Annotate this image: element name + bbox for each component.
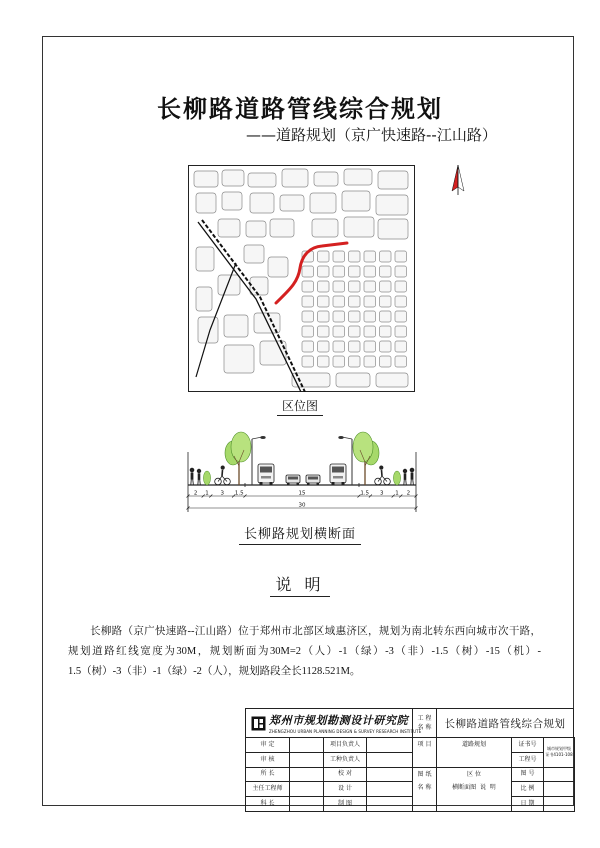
city-block [364, 341, 376, 352]
role-label: 项目负责人 [324, 738, 367, 753]
city-block [380, 326, 392, 337]
item-value-cell [437, 738, 512, 768]
signature-cell [290, 738, 324, 753]
notes-heading [0, 572, 600, 595]
notes-line: 长柳路（京广快速路--江山路）位于郑州市北部区域惠济区，规划为南北转东西向城市次干路， [90, 626, 541, 637]
city-block [364, 266, 376, 277]
sheet-field-value [544, 767, 575, 782]
location-map-caption [0, 397, 600, 414]
cross-section-caption [0, 523, 600, 542]
pedestrian-leg [191, 479, 192, 485]
role-label: 主任工程师 [246, 782, 290, 797]
role-label: 科 长 [246, 797, 290, 812]
city-block [270, 219, 294, 237]
certificate-line: 城市规划甲级 [547, 746, 571, 752]
role-label: 所 长 [246, 767, 290, 782]
city-block [364, 251, 376, 262]
pedestrian-head [190, 468, 194, 472]
cyclist-right [375, 466, 391, 485]
dimension-label: 3 [220, 490, 224, 497]
city-block [250, 277, 268, 295]
table-row [246, 782, 575, 797]
pedestrian-head [197, 469, 200, 472]
city-block [349, 281, 361, 292]
city-block [268, 257, 288, 277]
pedestrian-head [403, 469, 406, 472]
city-block [302, 281, 314, 292]
dimension-label: 1 [205, 490, 209, 497]
project-name: 长柳路道路管线综合规划 [444, 717, 566, 730]
logo-cutout [254, 719, 258, 728]
item-label: 项 目 [417, 741, 432, 748]
shrub-left [203, 471, 210, 485]
city-block [349, 311, 361, 322]
city-block [224, 345, 254, 373]
bus-wheel [270, 482, 273, 485]
city-block [248, 173, 276, 187]
total-width-label: 30 [298, 502, 306, 509]
city-block [395, 296, 407, 307]
city-block [196, 193, 216, 213]
city-block [336, 373, 370, 387]
city-block [333, 251, 345, 262]
bus-window [260, 467, 272, 473]
location-map-caption-text: 区位图 [277, 399, 323, 416]
car-left [286, 475, 300, 485]
north-arrow-right-half [458, 165, 464, 191]
project-label-line: 名 称 [417, 724, 432, 731]
bus-wheel [260, 482, 263, 485]
city-block [380, 281, 392, 292]
sheet-field-label: 图 号 [512, 767, 544, 782]
pedestrian-body [198, 473, 201, 480]
certificate-cell [544, 738, 575, 768]
pedestrian-leg [193, 479, 194, 485]
city-block [198, 317, 218, 343]
role-label: 审 定 [246, 738, 290, 753]
city-block [318, 266, 330, 277]
dimension-label: 2 [406, 490, 411, 497]
car-wheel [307, 483, 310, 486]
cyclist-head [380, 466, 383, 469]
cross-section-drawing [182, 426, 424, 520]
bus-wheel [332, 482, 335, 485]
lamp-head [261, 437, 265, 439]
notes-line: 规划道路红线宽度为30M，规划断面为30M=2（人）-1（绿）-3（非）-1.5（树）-15（机）- [68, 646, 541, 657]
dimension-label: 15 [298, 490, 306, 497]
signature-cell [367, 797, 413, 812]
city-block [333, 266, 345, 277]
logo-square [252, 717, 266, 731]
city-block [376, 373, 408, 387]
city-block [318, 356, 330, 367]
cross-section-caption-text: 长柳路规划横断面 [239, 527, 361, 545]
institute-cell [246, 709, 422, 737]
city-block [250, 193, 274, 213]
city-block [395, 266, 407, 277]
city-block [302, 266, 314, 277]
car-right [306, 475, 320, 485]
city-block [395, 356, 407, 367]
city-block [194, 171, 218, 187]
city-block [380, 311, 392, 322]
city-block [349, 326, 361, 337]
city-block [318, 341, 330, 352]
city-block [364, 311, 376, 322]
city-block [218, 275, 240, 295]
tree-left [225, 432, 251, 485]
city-block [318, 281, 330, 292]
lamp-head [339, 437, 343, 439]
signature-cell [290, 752, 324, 767]
car-wheel [297, 483, 300, 486]
city-block [395, 341, 407, 352]
city-block [314, 172, 338, 186]
bus-grille [261, 476, 271, 479]
signature-cell [290, 767, 324, 782]
city-block [222, 192, 242, 210]
city-block [364, 326, 376, 337]
sheet-field-label: 比 例 [512, 782, 544, 797]
city-block [380, 356, 392, 367]
city-block [395, 281, 407, 292]
role-label: 校 对 [324, 767, 367, 782]
city-block [196, 287, 212, 311]
city-block [318, 311, 330, 322]
city-block [222, 170, 244, 186]
dimension-label: 1 [395, 490, 399, 497]
city-block [224, 315, 248, 337]
pedestrian-leg [404, 480, 405, 486]
city-block [218, 219, 240, 237]
city-block [280, 195, 304, 211]
drawing-name-label: 名 称 [417, 784, 432, 792]
city-block [333, 341, 345, 352]
city-block [349, 296, 361, 307]
dimension-label: 3 [380, 490, 384, 497]
title-block-header [245, 708, 574, 738]
role-label: 工种负责人 [324, 752, 367, 767]
pedestrian-body [404, 473, 407, 480]
role-label: 审 核 [246, 752, 290, 767]
dimension-label: 1.5 [234, 490, 244, 497]
city-block [302, 326, 314, 337]
car-window [288, 477, 298, 480]
car-wheel [287, 483, 290, 486]
pedestrian-left [190, 468, 201, 485]
pedestrian-body [191, 473, 194, 480]
city-block [395, 311, 407, 322]
pedestrian-leg [198, 480, 199, 486]
sheet-field-label: 证书号 [512, 738, 544, 753]
city-block [318, 251, 330, 262]
table-row [246, 767, 575, 782]
table-row [246, 752, 575, 767]
city-block [196, 247, 214, 271]
sheet-subtitle: ——道路规划（京广快速路--江山路） [246, 126, 497, 144]
tree-right [353, 432, 379, 485]
city-block [333, 356, 345, 367]
role-label: 设 计 [324, 782, 367, 797]
drawing-name-value-cell [437, 767, 512, 811]
sheet-frame [42, 36, 574, 806]
city-block [302, 311, 314, 322]
drawing-name-label: 图 纸 [417, 770, 432, 778]
drawing-name-value: 横断面图 说 明 [452, 784, 496, 792]
shrub-right [393, 471, 400, 485]
city-block [318, 326, 330, 337]
bus-right [330, 464, 346, 485]
city-block [333, 326, 345, 337]
signature-cell [290, 797, 324, 812]
city-block [246, 221, 266, 237]
logo-cutout [260, 725, 264, 729]
dimension-lines [187, 491, 418, 510]
pedestrian-leg [200, 480, 201, 486]
city-block [349, 341, 361, 352]
city-block [380, 251, 392, 262]
notes-line: 1.5（树）-3（非）-1（绿）-2（人），规划路段全长1128.521M。 [68, 666, 361, 677]
city-block [310, 193, 336, 213]
certificate-line: 证书4101-108 [545, 752, 573, 758]
city-block [344, 169, 372, 185]
signature-cell [367, 767, 413, 782]
bus-left [258, 464, 274, 485]
signature-cell [367, 752, 413, 767]
city-block [318, 296, 330, 307]
institute-name-english: ZHENGZHOU URBAN PLANNING DESIGN & SURVEY RESEARCH INSTITUTE [269, 729, 422, 734]
cyclist-head [221, 466, 224, 469]
pedestrian-right [403, 468, 414, 485]
pedestrian-head [410, 468, 414, 472]
role-label: 制 图 [324, 797, 367, 812]
city-block [380, 266, 392, 277]
drawing-name-label-cell [413, 767, 437, 811]
city-block [395, 326, 407, 337]
city-block [376, 195, 408, 215]
car-window [308, 477, 318, 480]
location-map [188, 165, 415, 392]
pedestrian-body [411, 473, 414, 480]
notes-heading-text: 说 明 [270, 575, 329, 597]
drawing-name-value: 区 位 [467, 770, 481, 778]
north-arrow-icon [449, 163, 467, 197]
bus-window [332, 467, 344, 473]
dimension-label: 1.5 [360, 490, 370, 497]
institute-logo-icon [251, 716, 266, 731]
city-block [380, 296, 392, 307]
city-block [302, 356, 314, 367]
bus-grille [333, 476, 343, 479]
city-block [244, 245, 264, 263]
city-block [378, 171, 408, 189]
dimension-label: 2 [193, 490, 198, 497]
table-row [246, 797, 575, 812]
pedestrian-leg [413, 479, 414, 485]
sheet-field-label: 日 期 [512, 797, 544, 812]
city-block [349, 356, 361, 367]
sheet-title: 长柳路道路管线综合规划 [157, 95, 443, 123]
city-block [378, 219, 408, 239]
pedestrian-leg [411, 479, 412, 485]
city-block [333, 311, 345, 322]
city-block [333, 281, 345, 292]
table-row [246, 738, 575, 753]
institute-name: 郑州市规划勘测设计研究院 [269, 714, 409, 727]
item-label-cell [413, 738, 437, 768]
signature-cell [367, 738, 413, 753]
city-block [349, 266, 361, 277]
signature-cell [290, 782, 324, 797]
city-block [342, 191, 370, 211]
city-block [312, 219, 338, 237]
car-wheel [317, 483, 320, 486]
sheet-field-value [544, 782, 575, 797]
sheet-field-label: 工程号 [512, 752, 544, 767]
city-block [349, 251, 361, 262]
cyclist-body [222, 470, 223, 476]
cyclist-body [382, 470, 383, 476]
pedestrian-leg [406, 480, 407, 486]
city-block [395, 251, 407, 262]
city-block [344, 217, 374, 237]
city-block [302, 341, 314, 352]
north-arrow-left-half [452, 165, 458, 191]
cyclist-left [215, 466, 231, 485]
bus-wheel [342, 482, 345, 485]
city-block [333, 296, 345, 307]
logo-cutout [260, 719, 264, 723]
signature-table [245, 737, 575, 812]
project-label-line: 工 程 [417, 715, 432, 722]
city-block [364, 281, 376, 292]
title-block [245, 708, 574, 806]
item-value: 道路规划 [461, 741, 486, 748]
sheet-field-value [544, 797, 575, 812]
city-block [302, 296, 314, 307]
city-block [364, 356, 376, 367]
signature-cell [367, 782, 413, 797]
city-block [282, 169, 308, 187]
city-block [380, 341, 392, 352]
city-block [364, 296, 376, 307]
